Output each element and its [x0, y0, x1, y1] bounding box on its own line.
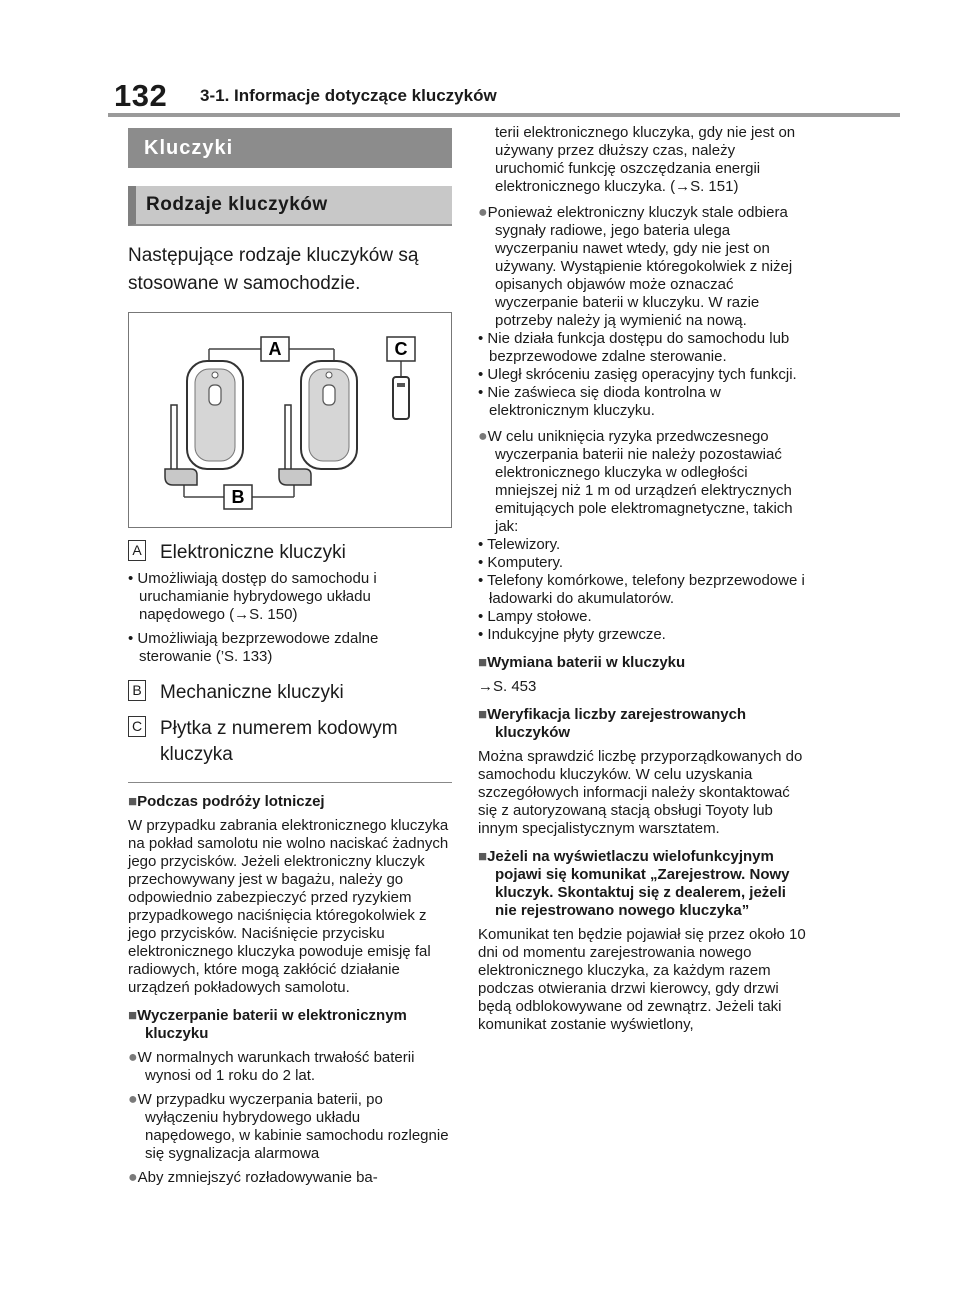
square-marker: ■ [128, 1007, 138, 1024]
display-heading-text: Jeżeli na wyświetlaczu wielofunkcyjnym pojawi się komunikat „Zarejestrow. Nowy kluczyk. Skontaktuj się z dealerem, jeżeli nie rejestrowano nowego kluczyka” [487, 848, 790, 919]
circle-marker: ● [128, 1091, 138, 1108]
verify-heading [478, 706, 808, 742]
page-number: 132 [114, 78, 168, 113]
receive-dot-text: Ponieważ elektroniczny kluczyk stale odbiera sygnały radiowe, jego bateria ulega wyczerpaniu nawet wtedy, gdy nie jest on używany. Wystąpienie któregokolwiek z niżej opisanych objawów może oznaczać wyczerpanie baterii w kluczyku. W razie potrzeby należy ją wymienić na nową. [487, 204, 793, 329]
replace-heading-text: Wymiana baterii w kluczyku [487, 654, 686, 671]
display-text: Komunikat ten będzie pojawiał się przez około 10 dni od momentu zarejestrowania nowego elektronicznego kluczyka, za każdym razem podczas otwierania drzwi kierowcy, gdy drzwi będą odblokowywane od zewnątrz. Jeżeli taki komunikat zostanie wyświetlony, [478, 926, 806, 1033]
circle-marker: ● [128, 1169, 138, 1186]
circle-marker: ● [128, 1049, 138, 1066]
intro-text: Następujące rodzaje kluczyków są stosowane w samochodzie. [128, 245, 419, 294]
key-a-tag: A [128, 540, 146, 561]
square-marker: ■ [478, 848, 488, 865]
verify-heading-text: Weryfikacja liczby zarejestrowanych kluczyków [487, 706, 747, 741]
key-b-row [128, 680, 452, 706]
header-rule [108, 113, 900, 117]
battery-heading [128, 1007, 452, 1043]
keys-illustration [129, 313, 451, 527]
key-c-row [128, 716, 452, 768]
battery-dot-text: Aby zmniejszyć rozładowywanie ba- [137, 1169, 378, 1186]
travel-heading-text: Podczas podróży lotniczej [137, 793, 325, 810]
symptom-item: • Nie zaświeca się dioda kontrolna w elektronicznym kluczyku. [478, 384, 721, 419]
square-marker: ■ [478, 654, 488, 671]
left-column [128, 128, 452, 1187]
key-b-tag: B [128, 680, 146, 701]
square-marker: ■ [128, 793, 138, 810]
chapter-title: 3-1. Informacje dotyczące kluczyków [200, 86, 497, 105]
battery-dot [128, 1091, 452, 1163]
symptom-item: • Nie działa funkcja dostępu do samochodu lub bezprzewodowe zdalne sterowanie. [478, 330, 790, 365]
section-divider [128, 782, 452, 783]
device-item: • Indukcyjne płyty grzewcze. [478, 626, 666, 643]
travel-text: W przypadku zabrania elektronicznego kluczyka na pokład samolotu nie wolno naciskać żadnych jego przycisków. Jeżeli elektroniczny kluczyk przechowywany jest w bagażu, należy go odpowiednio zabezpieczyć przed ryzykiem przypadkowego naciśnięcia któregokolwiek z jego przycisków. Naciśnięcie przycisku elektronicznego kluczyka powoduje emisję fal radiowych, które mogą zakłócić działanie urządzeń pokładowych samolotu. [128, 817, 449, 996]
symptom-item: • Uległ skróceniu zasięg operacyjny tych funkcji. [478, 366, 797, 383]
replace-heading [478, 654, 808, 672]
verify-text: Można sprawdzić liczbę przyporządkowanych do samochodu kluczyków. W celu uzyskania szczegółowych informacji należy skontaktować się z autoryzowaną stacją obsługi Toyoty lub innym specjalistycznym warsztatem. [478, 748, 803, 837]
key-c-title: Płytka z numerem kodowym kluczyka [160, 718, 398, 765]
key-b-title: Mechaniczne kluczyki [160, 682, 344, 703]
key-a-bullet: • Umożliwiają dostęp do samochodu i uruchamianie hybrydowego układu napędowego (→S. 150) [128, 570, 377, 623]
battery-heading-text: Wyczerpanie baterii w elektronicznym kluczyku [137, 1007, 407, 1042]
subsection-title: Rodzaje kluczyków [128, 186, 452, 226]
avoid-dot-text: W celu uniknięcia ryzyka przedwczesnego wyczerpania baterii nie należy pozostawiać elektronicznego kluczyka w odległości mniejszej niż 1 m od urządzeń elektrycznych emitujących pole elektromagnetyczne, takich jak: [487, 428, 793, 535]
continuation-text: terii elektronicznego kluczyka, gdy nie jest on używany przez dłuższy czas, należy uruchomić funkcję oszczędzania energii elektronicznego kluczyka. (→S. 151) [495, 124, 796, 195]
battery-dot-text: W przypadku wyczerpania baterii, po wyłączeniu hybrydowego układu napędowego, w kabinie samochodu rozlegnie się sygnalizacja alarmowa [137, 1091, 449, 1162]
right-column [478, 124, 808, 1034]
figure-label-c: C [394, 339, 408, 359]
travel-heading [128, 793, 452, 811]
key-a-row [128, 540, 452, 566]
battery-dot [128, 1049, 452, 1085]
figure-label-a: A [268, 339, 282, 359]
section-title: Kluczyki [128, 128, 452, 168]
device-item: • Komputery. [478, 554, 564, 571]
replace-ref: →S. 453 [478, 678, 537, 695]
device-item: • Telewizory. [478, 536, 561, 553]
keys-figure [128, 312, 452, 528]
key-a-title: Elektroniczne kluczyki [160, 542, 346, 563]
figure-label-b: B [231, 487, 245, 507]
circle-marker: ● [478, 428, 488, 445]
square-marker: ■ [478, 706, 488, 723]
display-heading [478, 848, 808, 920]
key-c-tag: C [128, 716, 146, 737]
battery-dot [128, 1169, 452, 1187]
device-item: • Telefony komórkowe, telefony bezprzewodowe i ładowarki do akumulatorów. [478, 572, 805, 607]
avoid-dot [478, 428, 808, 536]
receive-dot [478, 204, 808, 330]
battery-dot-text: W normalnych warunkach trwałość baterii wynosi od 1 roku do 2 lat. [137, 1049, 415, 1084]
circle-marker: ● [478, 204, 488, 221]
key-a-bullet: • Umożliwiają bezprzewodowe zdalne sterowanie (’S. 133) [128, 630, 379, 665]
device-item: • Lampy stołowe. [478, 608, 592, 625]
